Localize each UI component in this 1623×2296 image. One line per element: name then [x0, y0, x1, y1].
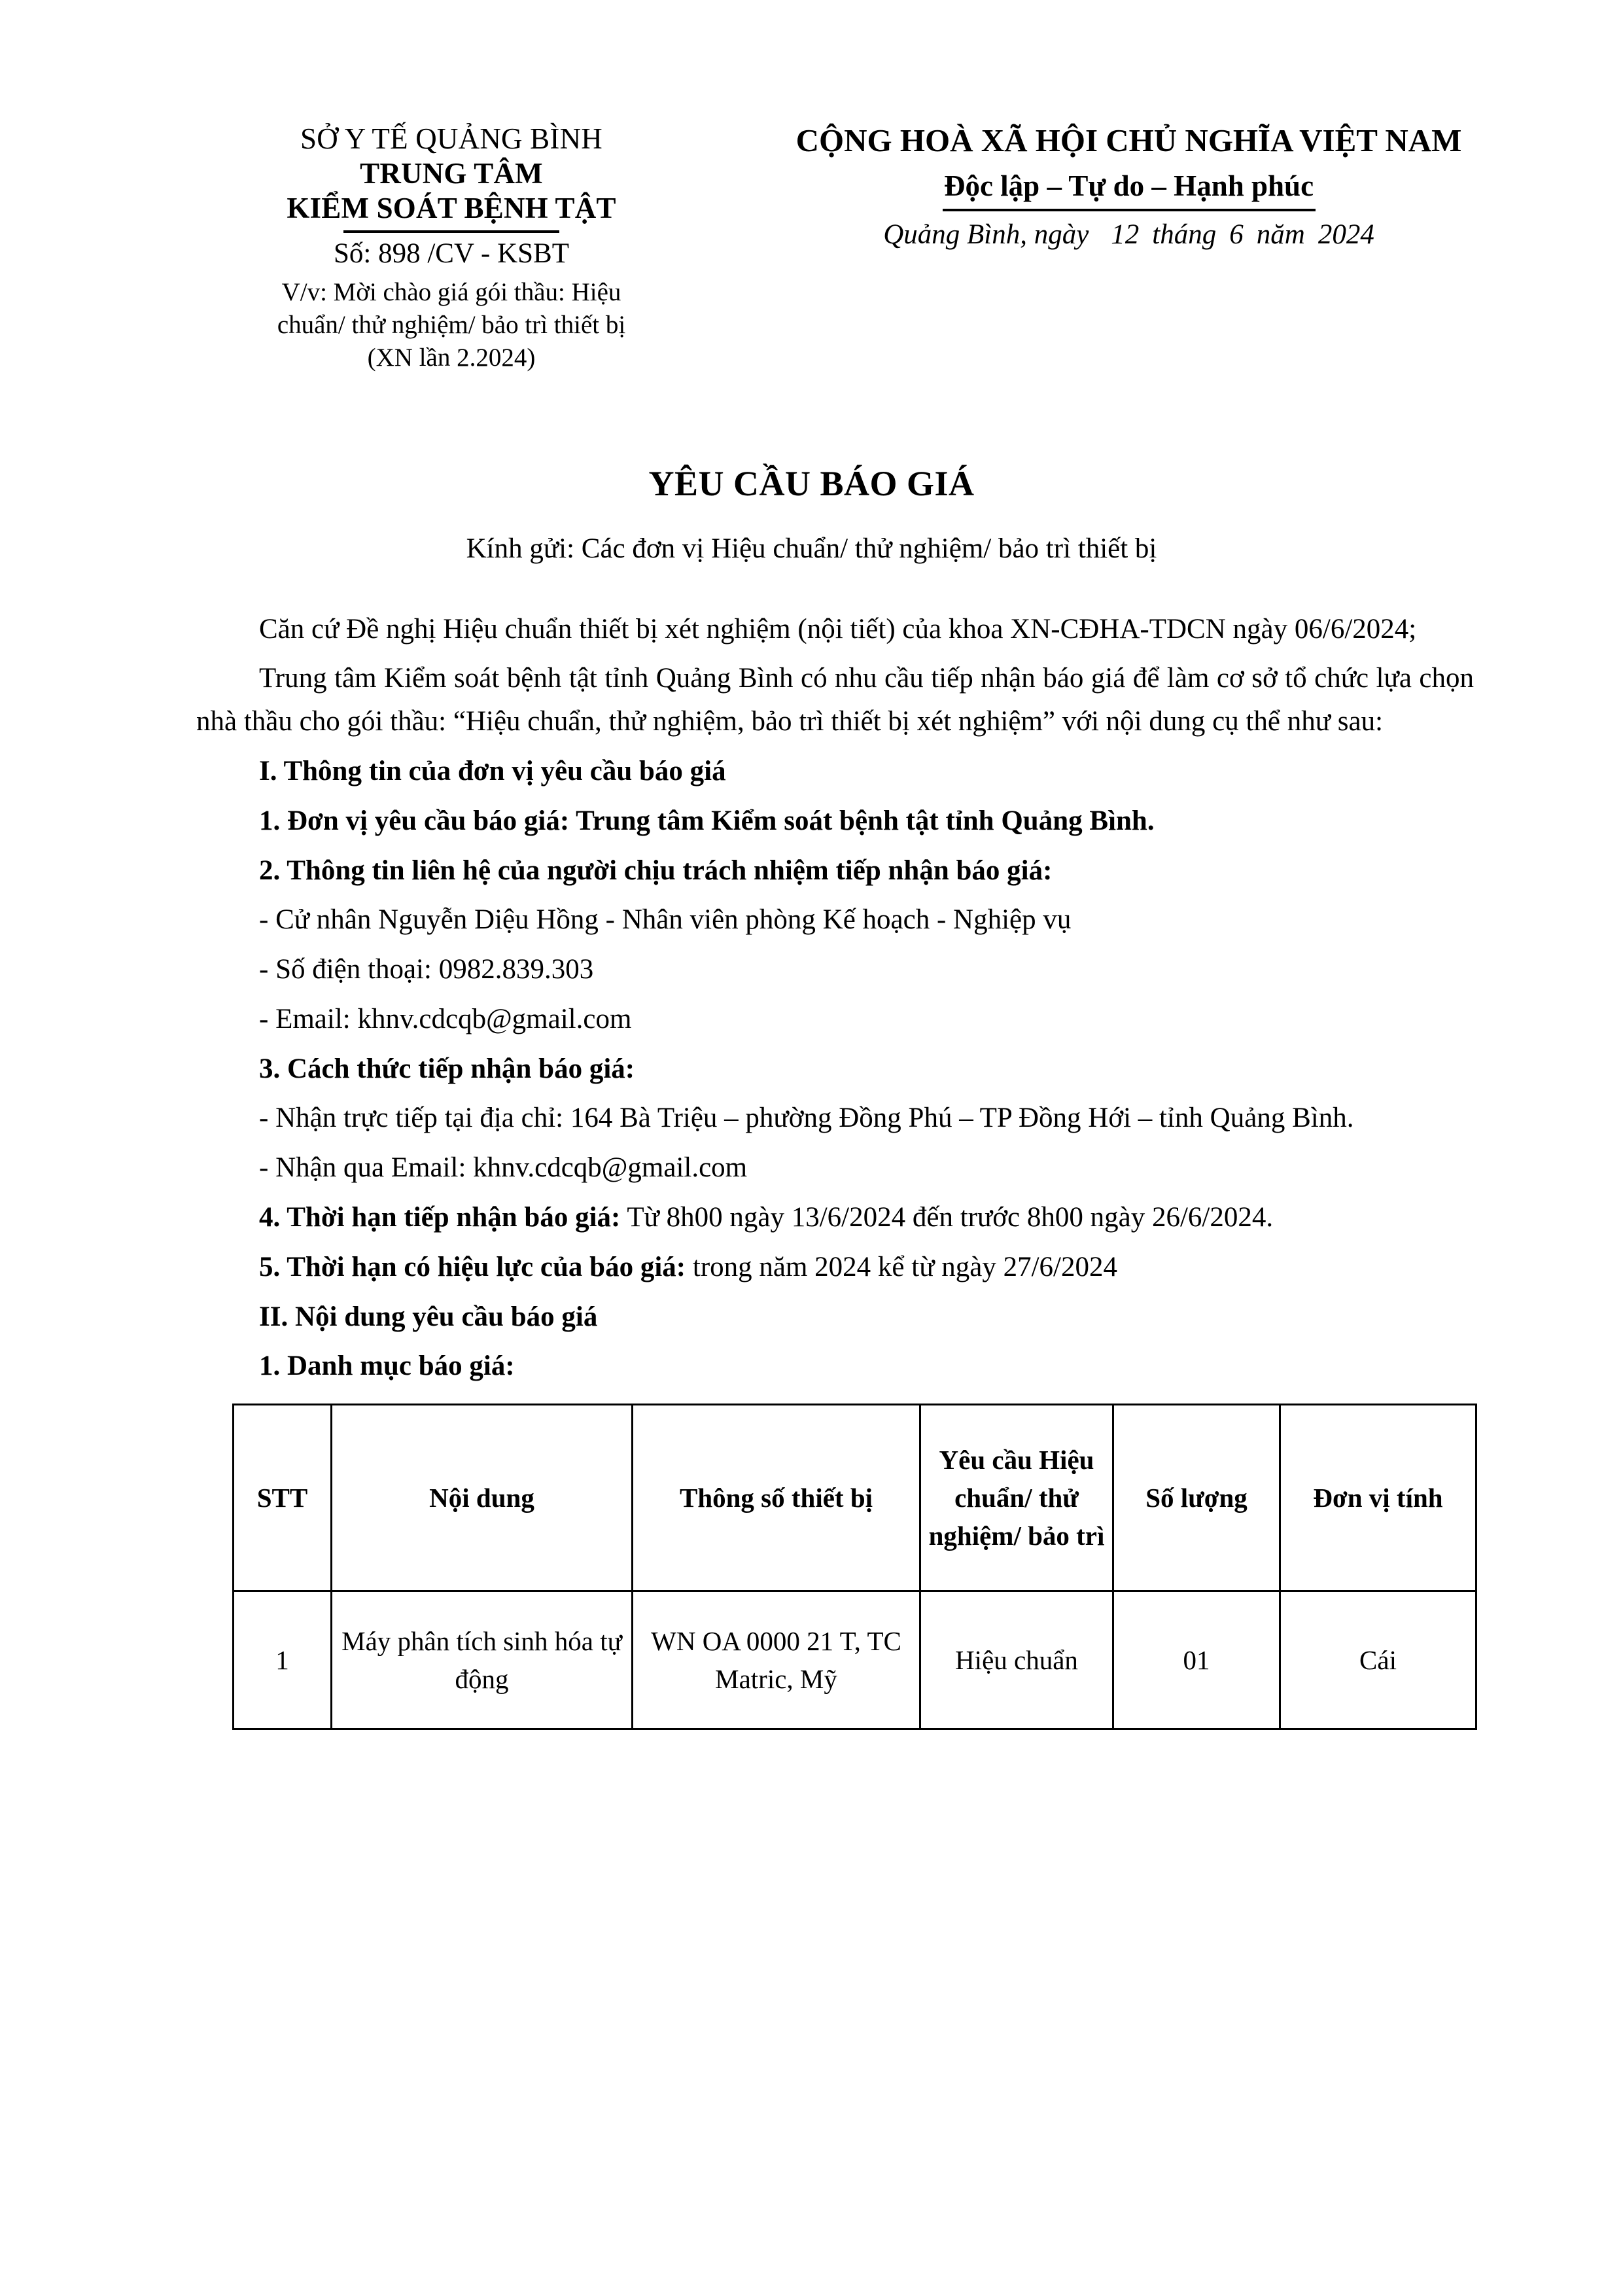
date-day: 12: [1111, 219, 1140, 250]
item-2-email: - Email: khnv.cdcqb@gmail.com: [259, 1003, 632, 1034]
item-2-phone: - Số điện thoại: 0982.839.303: [259, 954, 594, 985]
page-title: YÊU CẦU BÁO GIÁ: [648, 463, 975, 503]
item-3-submission-heading: 3. Cách thức tiếp nhận báo giá:: [259, 1053, 635, 1084]
cell-noi-dung: Máy phân tích sinh hóa tự động: [332, 1591, 633, 1729]
item-1-label: 1. Đơn vị yêu cầu báo giá:: [259, 805, 570, 836]
price-list-table: [232, 1404, 1477, 1730]
item-5-label: 5. Thời hạn có hiệu lực của báo giá:: [259, 1251, 686, 1282]
heading-section-1: I. Thông tin của đơn vị yêu cầu báo giá: [259, 755, 726, 786]
item-3-in-person-address: - Nhận trực tiếp tại địa chỉ: 164 Bà Triệu – phường Đồng Phú – TP Đồng Hới – tỉnh Quảng Bình.: [259, 1103, 1354, 1134]
table-row: [234, 1591, 1476, 1729]
country-name: CỘNG HOÀ XÃ HỘI CHỦ NGHĨA VIỆT NAM: [795, 122, 1462, 158]
heading-section-2: II. Nội dung yêu cầu báo giá: [259, 1301, 598, 1332]
date-year-label: năm: [1256, 219, 1305, 250]
cell-thong-so: WN OA 0000 21 T, TC Matric, Mỹ: [633, 1591, 920, 1729]
recipient-line: Kính gửi: Các đơn vị Hiệu chuẩn/ thử nghiệm/ bảo trì thiết bị: [466, 533, 1157, 564]
paragraph-legal-basis: Căn cứ Đề nghị Hiệu chuẩn thiết bị xét nghiệm (nội tiết) của khoa XN-CĐHA-TDCN ngày 06/6/2024;: [259, 613, 1417, 645]
organization-name-line-2: KIỂM SOÁT BỆNH TẬT: [287, 192, 616, 225]
column-header-so-luong: Số lượng: [1113, 1405, 1280, 1591]
item-1-value: Trung tâm Kiểm soát bệnh tật tỉnh Quảng Bình.: [569, 805, 1155, 836]
motto-divider-rule: [943, 209, 1316, 211]
item-5-validity: [196, 1246, 1474, 1289]
document-header: [0, 0, 1623, 374]
header-divider-rule: [343, 230, 559, 233]
price-list-table-wrapper: [0, 1404, 1623, 1730]
column-header-stt: STT: [234, 1405, 332, 1591]
date-year: 2024: [1318, 219, 1374, 250]
document-body: [0, 608, 1623, 1388]
paragraph-introduction: Trung tâm Kiểm soát bệnh tật tỉnh Quảng Bình có nhu cầu tiếp nhận báo giá để làm cơ sở tổ chức lựa chọn nhà thầu cho gói thầu: “Hiệu chuẩn, thử nghiệm, bảo trì thiết bị xét nghiệm” với nội dung cụ thể như sau:: [196, 663, 1474, 737]
document-number: Số: 898 /CV - KSBT: [334, 238, 569, 270]
item-5-value: trong năm 2024 kể từ ngày 27/6/2024: [686, 1251, 1117, 1282]
column-header-yeu-cau: Yêu cầu Hiệu chuẩn/ thử nghiệm/ bảo trì: [920, 1405, 1113, 1591]
cell-stt: 1: [234, 1591, 332, 1729]
cell-so-luong: 01: [1113, 1591, 1280, 1729]
document-subject: [196, 276, 707, 374]
column-header-thong-so: Thông số thiết bị: [633, 1405, 920, 1591]
cell-yeu-cau: Hiệu chuẩn: [920, 1591, 1113, 1729]
heading-section-2-item-1: 1. Danh mục báo giá:: [259, 1351, 515, 1382]
column-header-noi-dung: Nội dung: [332, 1405, 633, 1591]
item-1-requesting-unit: [196, 800, 1474, 843]
item-2-contact-heading: 2. Thông tin liên hệ của người chịu trách nhiệm tiếp nhận báo giá:: [259, 855, 1053, 886]
column-header-don-vi: Đơn vị tính: [1280, 1405, 1476, 1591]
national-motto: Độc lập – Tự do – Hạnh phúc: [943, 169, 1314, 202]
title-section: [0, 463, 1623, 565]
item-2-contact-person: - Cử nhân Nguyễn Diệu Hồng - Nhân viên phòng Kế hoạch - Nghiệp vụ: [259, 904, 1072, 936]
parent-organization: SỞ Y TẾ QUẢNG BÌNH: [300, 122, 602, 155]
national-heading-block: [707, 122, 1538, 251]
place-prefix: Quảng Bình, ngày: [883, 219, 1089, 250]
item-3-email-submission: - Nhận qua Email: khnv.cdcqb@gmail.com: [259, 1152, 748, 1184]
table-header-row: [234, 1405, 1476, 1591]
place-and-date: [720, 218, 1538, 252]
issuing-authority-block: [196, 122, 707, 374]
date-month-label: tháng: [1152, 219, 1217, 250]
organization-name-line-1: TRUNG TÂM: [360, 157, 543, 190]
cell-don-vi: Cái: [1280, 1591, 1476, 1729]
item-4-deadline: [196, 1196, 1474, 1239]
document-subject-line-1: V/v: Mời chào giá gói thầu: Hiệu: [281, 277, 621, 306]
document-subject-line-3: (XN lần 2.2024): [367, 343, 536, 372]
document-subject-line-2: chuẩn/ thử nghiệm/ bảo trì thiết bị: [277, 310, 626, 339]
item-4-value: Từ 8h00 ngày 13/6/2024 đến trước 8h00 ngày 26/6/2024.: [620, 1201, 1274, 1233]
item-4-label: 4. Thời hạn tiếp nhận báo giá:: [259, 1201, 621, 1233]
date-month: 6: [1229, 219, 1244, 250]
